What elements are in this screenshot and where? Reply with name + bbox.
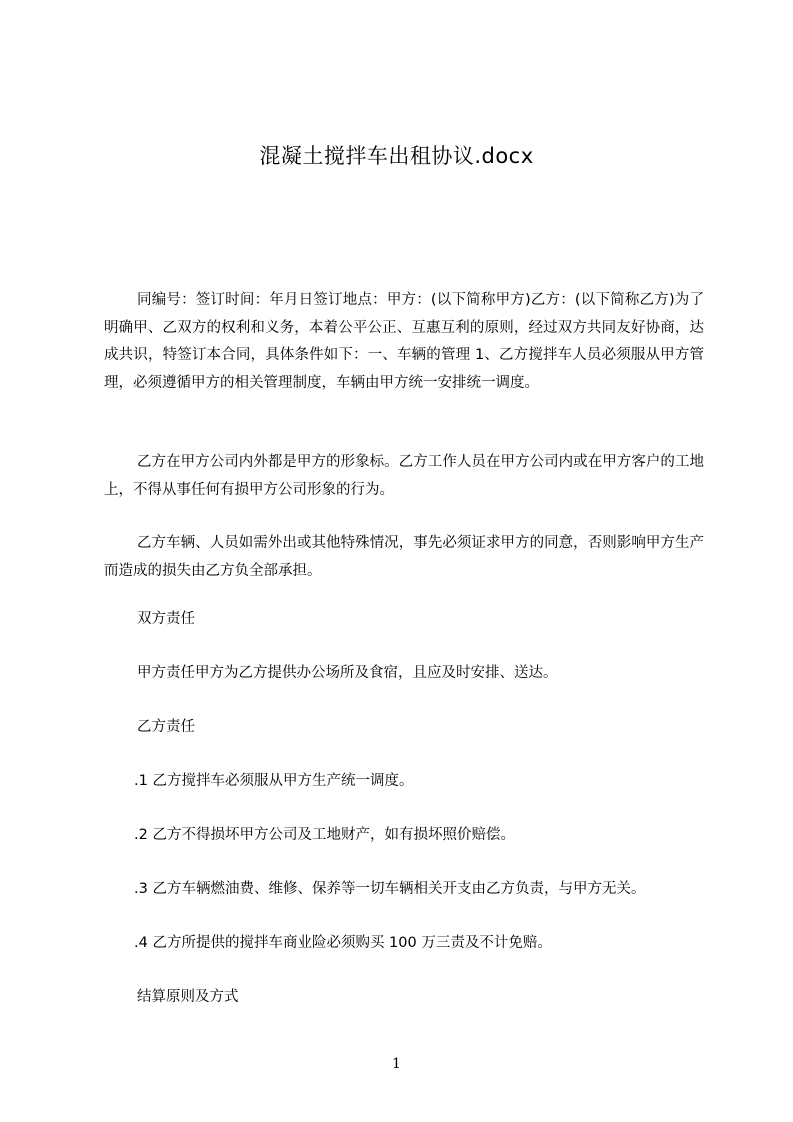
heading-party-b-responsibility: 乙方责任	[137, 719, 195, 735]
page-number: 1	[392, 1056, 401, 1072]
heading-mutual-responsibility: 双方责任	[137, 611, 195, 627]
paragraph-company-image: 乙方在甲方公司内外都是甲方的形象标。乙方工作人员在甲方公司内或在甲方客户的工地上，不得从事任何有损甲方公司形象的行为。	[104, 454, 704, 498]
document-title: 混凝土搅拌车出租协议.docx	[259, 144, 534, 168]
clause-item: .3 乙方车辆燃油费、维修、保养等一切车辆相关开支由乙方负责，与甲方无关。	[134, 881, 646, 897]
party-a-responsibility-text: 甲方责任甲方为乙方提供办公场所及食宿，且应及时安排、送达。	[137, 665, 558, 681]
clause-item: .2 乙方不得损坏甲方公司及工地财产，如有损坏照价赔偿。	[134, 827, 515, 843]
paragraph-contract-intro: 同编号：签订时间：年月日签订地点：甲方：(以下简称甲方)乙方：(以下简称乙方)为了明确甲、乙双方的权利和义务，本着公平公正、互惠互利的原则，经过双方共同友好协商，达成共识，特签订本合同，具体条件如下：一、车辆的管理 1、乙方搅拌车人员必须服从甲方管理，必须遵循甲方的相关管理制度，车辆由甲方统一安排统一调度。	[104, 292, 704, 391]
clause-item: .4 乙方所提供的搅拌车商业险必须购买 100 万三责及不计免赔。	[134, 935, 552, 951]
paragraph-outing-approval: 乙方车辆、人员如需外出或其他特殊情况，事先必须证求甲方的同意，否则影响甲方生产而造成的损失由乙方负全部承担。	[104, 535, 704, 579]
clause-item: .1 乙方搅拌车必须服从甲方生产统一调度。	[134, 773, 414, 789]
heading-settlement: 结算原则及方式	[137, 989, 239, 1005]
